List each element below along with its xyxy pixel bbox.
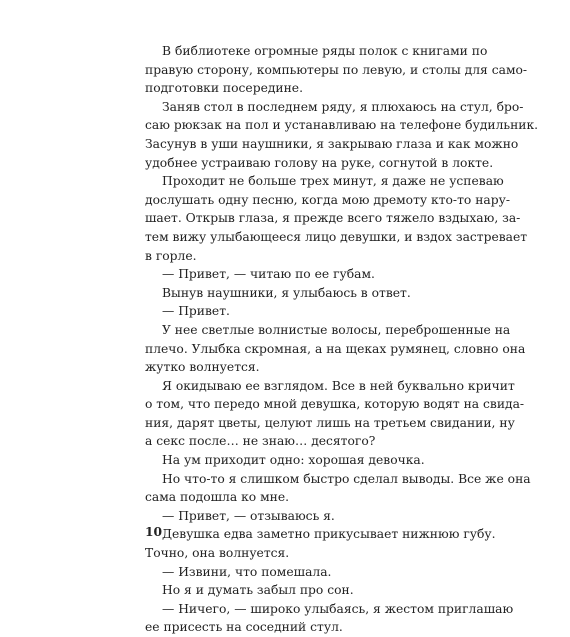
text-line: — Ничего, — широко улыбаясь, я жестом приглашаю	[162, 601, 514, 616]
text-line: Девушка едва заметно прикусывает нижнюю губу.	[162, 527, 496, 542]
text-line: — Извини, что помешала.	[162, 564, 332, 579]
text-line: Я окидываю ее взглядом. Все в ней буквально кричит	[162, 378, 515, 393]
text-line: В библиотеке огромные ряды полок с книгами по	[162, 44, 488, 58]
text-line: — Привет, — отзываюсь я.	[162, 508, 335, 523]
text-line: Вынув наушники, я улыбаюсь в ответ.	[162, 285, 411, 300]
text-line: Точно, она волнуется.	[145, 546, 290, 561]
text-line: сама подошла ко мне.	[145, 490, 290, 505]
text-line: Но я и думать забыл про сон.	[162, 583, 354, 598]
text-line: в горле.	[145, 248, 197, 263]
text-line: — Привет.	[162, 304, 230, 319]
text-line: ее присесть на соседний стул.	[145, 620, 343, 635]
text-line: Но что-то я слишком быстро сделал выводы. Все же она	[162, 471, 531, 486]
text-line: дослушать одну песню, когда мою дремоту кто-то нару-	[145, 192, 510, 207]
body-text	[145, 42, 539, 637]
text-line: а секс после… не знаю… десятого?	[145, 434, 376, 449]
text-line: Засунув в уши наушники, я закрываю глаза и как можно	[145, 136, 519, 151]
text-line: ния, дарят цветы, целуют лишь на третьем свидании, ну	[145, 415, 515, 430]
text-line: — Привет, — читаю по ее губам.	[162, 267, 375, 282]
text-line: шает. Открыв глаза, я прежде всего тяжело вздыхаю, за-	[145, 211, 521, 226]
text-line: правую сторону, компьютеры по левую, и столы для само-	[145, 62, 528, 77]
text-line: о том, что передо мной девушка, которую водят на свида-	[145, 397, 525, 412]
text-line: Проходит не больше трех минут, я даже не успеваю	[162, 174, 504, 189]
page-number: 10	[145, 524, 163, 539]
text-line: плечо. Улыбка скромная, а на щеках румянец, словно она	[145, 341, 526, 356]
text-line: тем вижу улыбающееся лицо девушки, и вздох застревает	[145, 229, 528, 244]
text-line: подготовки посередине.	[145, 81, 303, 96]
text-line: На ум приходит одно: хорошая девочка.	[162, 453, 425, 468]
text-line: У нее светлые волнистые волосы, переброшенные на	[162, 322, 511, 337]
text-line: саю рюкзак на пол и устанавливаю на телефоне будильник.	[145, 118, 539, 133]
text-line: Заняв стол в последнем ряду, я плюхаюсь на стул, бро-	[162, 99, 524, 114]
text-line: жутко волнуется.	[145, 360, 260, 375]
text-line: удобнее устраиваю голову на руке, согнутой в локте.	[145, 155, 494, 170]
